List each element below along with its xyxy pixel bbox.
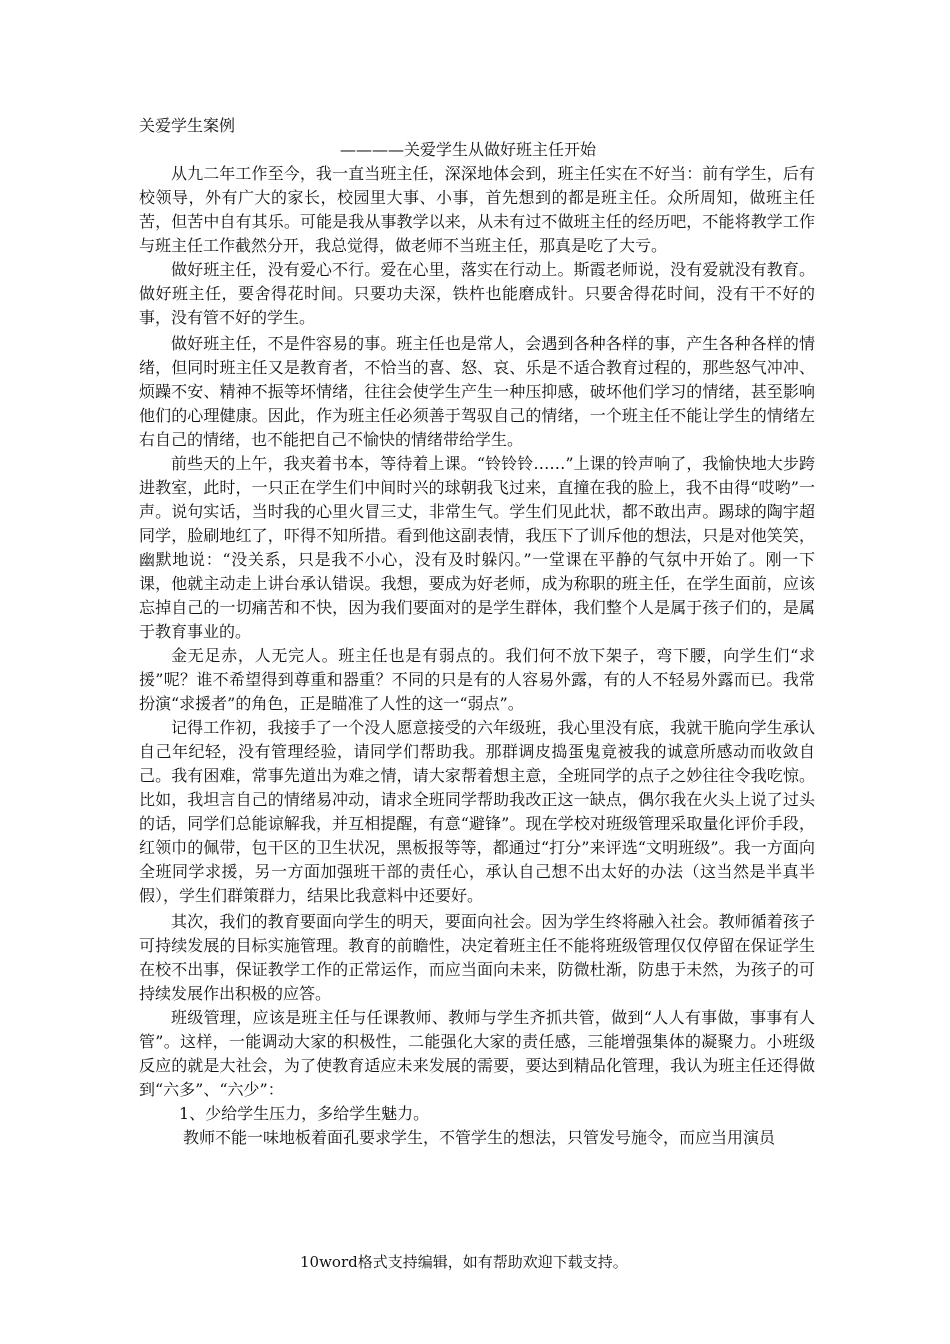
paragraph: 做好班主任，不是件容易的事。班主任也是常人，会遇到各种各样的事，产生各种各样的情绪，但同时班主任又是教育者，不恰当的喜、怒、哀、乐是不适合教育过程的，那些怒气冲冲、烦躁不安、精神不振等坏情绪，往往会使学生产生一种压抑感，破坏他们学习的情绪，甚至影响他们的心理健康。因此，作为班主任必须善于驾驭自己的情绪，一个班主任不能让学生的情绪左右自己的情绪，也不能把自己不愉快的情绪带给学生。 (139, 334, 815, 449)
list-item-heading: 1、少给学生压力，多给学生魅力。 (179, 1104, 430, 1123)
document-title: 关爱学生案例 (139, 116, 236, 135)
page-footer: 10word格式支持编辑，如有帮助欢迎下载支持。 (300, 1253, 628, 1271)
paragraph: 前些天的上午，我夹着书本，等待着上课。“铃铃铃……”上课的铃声响了，我愉快地大步跨进教室，此时，一只正在学生们中间时兴的球朝我飞过来，直撞在我的脸上，我不由得“哎哟”一声。说句实话，当时我的心里火冒三丈，非常生气。学生们见此状，都不敢出声。踢球的陶宇超同学，脸刷地红了，吓得不知所措。看到他这副表情，我压下了训斥他的想法，只是对他笑笑，幽默地说：“没关系，只是我不小心，没有及时躲闪。”一堂课在平静的气氛中开始了。刚一下课，他就主动走上讲台承认错误。我想，要成为好老师，成为称职的班主任，在学生面前，应该忘掉自己的一切痛苦和不快，因为我们要面对的是学生群体，我们整个人是属于孩子们的，是属于教育事业的。 (139, 454, 815, 641)
paragraph: 从九二年工作至今，我一直当班主任，深深地体会到，班主任实在不好当：前有学生，后有校领导，外有广大的家长，校园里大事、小事，首先想到的都是班主任。众所周知，做班主任苦，但苦中自有其乐。可能是我从事教学以来，从未有过不做班主任的经历吧，不能将教学工作与班主任工作截然分开，我总觉得，做老师不当班主任，那真是吃了大亏。 (139, 164, 815, 255)
paragraph: 做好班主任，没有爱心不行。爱在心里，落实在行动上。斯霞老师说，没有爱就没有教育。做好班主任，要舍得花时间。只要功夫深，铁杵也能磨成针。只要舍得花时间，没有干不好的事，没有管不好的学生。 (139, 260, 815, 327)
paragraph: 金无足赤，人无完人。班主任也是有弱点的。我们何不放下架子，弯下腰，向学生们“求援”呢？谁不希望得到尊重和器重？不同的只是有的人容易外露，有的人不轻易外露而已。我常扮演“求援者”的角色，正是瞄准了人性的这一“弱点”。 (139, 646, 815, 713)
paragraph: 教师不能一味地板着面孔要求学生，不管学生的想法，只管发号施令，而应当用演员 (183, 1128, 776, 1147)
paragraph: 班级管理，应该是班主任与任课教师、教师与学生齐抓共管，做到“人人有事做，事事有人管”。这样，一能调动大家的积极性，二能强化大家的责任感，三能增强集体的凝聚力。小班级反应的就是大社会，为了使教育适应未来发展的需要，要达到精品化管理，我认为班主任还得做到“六多”、“六少”： (139, 1008, 815, 1099)
document-body (139, 162, 815, 1150)
paragraph: 其次，我们的教育要面向学生的明天，要面向社会。因为学生终将融入社会。教师循着孩子可持续发展的目标实施管理。教育的前瞻性，决定着班主任不能将班级管理仅仅停留在保证学生在校不出事，保证教学工作的正常运作，而应当面向未来，防微杜渐，防患于未然，为孩子的可持续发展作出积极的应答。 (139, 912, 815, 1003)
document-subtitle: ————关爱学生从做好班主任开始 (340, 140, 597, 159)
paragraph: 记得工作初，我接手了一个没人愿意接受的六年级班，我心里没有底，我就干脆向学生承认自己年纪轻，没有管理经验，请同学们帮助我。那群调皮捣蛋鬼竟被我的诚意所感动而收敛自己。我有困难，常事先道出为难之情，请大家帮着想主意，全班同学的点子之妙往往令我吃惊。比如，我坦言自己的情绪易冲动，请求全班同学帮助我改正这一缺点，偶尔我在火头上说了过头的话，同学们总能谅解我，并互相提醒，有意“避锋”。现在学校对班级管理采取量化评价手段，红领巾的佩带，包干区的卫生状况，黑板报等等，都通过“打分”来评选“文明班级”。我一方面向全班同学求援，另一方面加强班干部的责任心，承认自己想不出太好的办法（这当然是半真半假），学生们群策群力，结果比我意料中还要好。 (139, 718, 815, 905)
